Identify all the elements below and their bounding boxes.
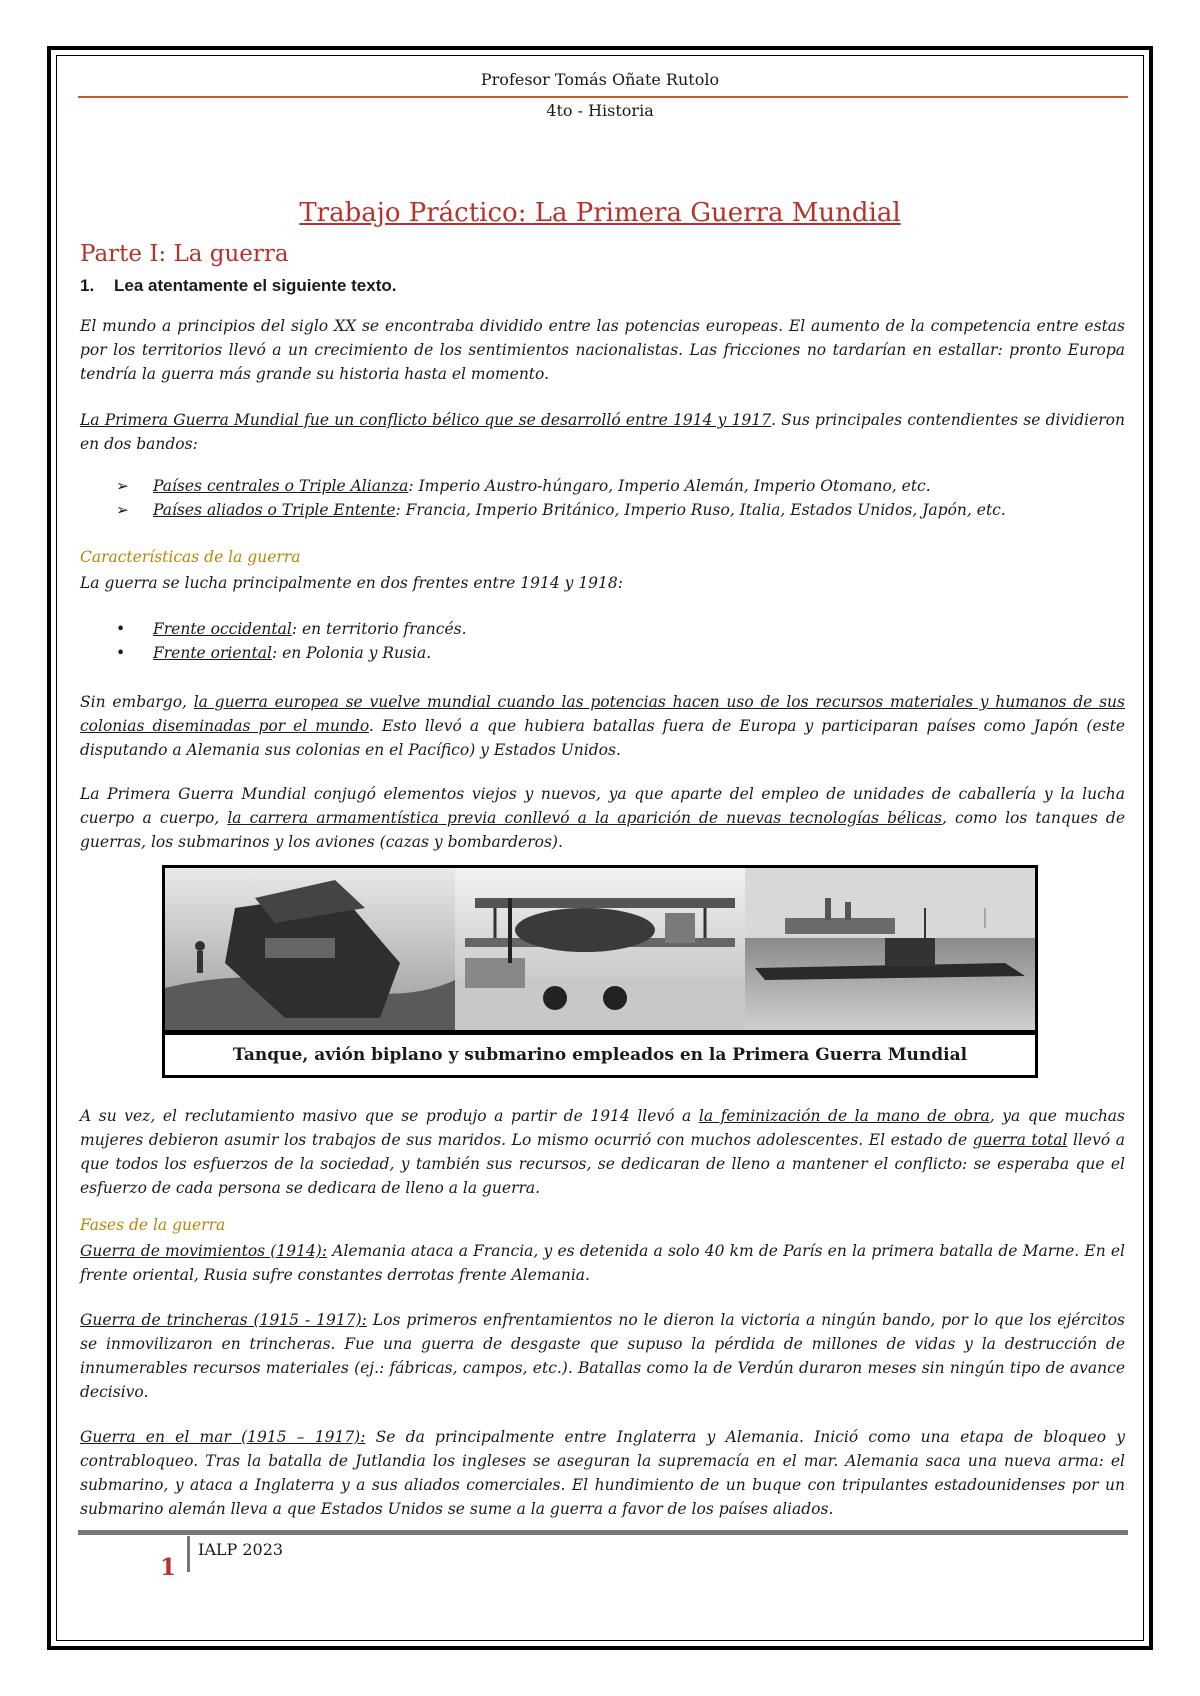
paragraph-text: Sin embargo, [80,693,194,711]
submarine-photo [745,868,1035,1030]
front-label: Frente occidental [153,620,292,638]
phase-trenches [80,1308,1125,1404]
tank-photo [165,868,455,1030]
header-rule [78,96,1128,98]
footer-text: IALP 2023 [198,1540,284,1559]
section-heading-characteristics: Características de la guerra [80,548,301,566]
figure-caption: Tanque, avión biplano y submarino empleados en la Primera Guerra Mundial [162,1032,1038,1078]
header-teacher: Profesor Tomás Oñate Rutolo [480,70,720,89]
paragraph-intro: El mundo a principios del siglo XX se encontraba dividido entre las potencias europeas. El aumento de la competencia entre estas por los territorios llevó a un crecimiento de los sentimientos nacionalistas. Las fricciones no tardarían en estallar: pronto Europa tendría la guerra más grande su historia hasta el momento. [80,317,1125,383]
paragraph-world-war [80,690,1125,762]
band-text: : Francia, Imperio Británico, Imperio Ruso, Italia, Estados Unidos, Japón, etc. [395,501,1006,519]
characteristics-intro: La guerra se lucha principalmente en dos frentes entre 1914 y 1918: [80,574,623,592]
footer-rule [78,1530,1128,1535]
phase-text: Los primeros enfrentamientos no le dieron la victoria a ningún bando, por lo que los ejércitos se inmovilizaron en trincheras. Fue una guerra de desgaste que supuso la pérdida de millones de vidas y la destrucción de innumerables recursos materiales (ej.: fábricas, campos, etc.). Batallas como la de Verdún duraron meses sin ningún tipo de avance decisivo. [80,1311,1125,1401]
arrow-bullet-icon: ➢ [116,501,129,519]
front-text: : en territorio francés. [291,620,467,638]
biplane-photo [455,868,745,1030]
underlined-text: la carrera armamentística previa conllevó a la aparición de nuevas tecnologías bélicas [227,809,942,827]
war-technology-photos [162,865,1038,1033]
band-text: : Imperio Austro-húngaro, Imperio Alemán, Imperio Otomano, etc. [408,477,931,495]
phase-label: Guerra de trincheras (1915 - 1917): [80,1311,367,1329]
instruction [80,276,396,296]
phase-text: Alemania ataca a Francia, y es detenida a solo 40 km de París en la primera batalla de Marne. En el frente oriental, Rusia sufre constantes derrotas frente Alemania. [80,1242,1125,1284]
paragraph-total-war [80,1104,1125,1200]
band-label: Países aliados o Triple Entente [153,501,396,519]
paragraph-text: llevó a que todos los esfuerzos de la sociedad, y también sus recursos, se dedicaran de lleno a mantener el conflicto: se esperaba que el esfuerzo de cada persona se dedicara de lleno a la guerra. [80,1131,1125,1197]
paragraph-text: La Primera Guerra Mundial conjugó elementos viejos y nuevos, ya que aparte del empleo de unidades de caballería y la lucha cuerpo a cuerpo, [80,785,1125,827]
paragraph-text: . Esto llevó a que hubiera batallas fuera de Europa y participaran países como Japón (este disputando a Alemania sus colonias en el Pacífico) y Estados Unidos. [80,717,1125,759]
part-heading: Parte I: La guerra [80,241,289,267]
underlined-text: guerra total [972,1131,1068,1149]
paragraph-technology [80,782,1125,854]
paragraph-text: , como los tanques de guerras, los submarinos y los aviones (cazas y bombarderos). [80,809,1126,851]
instruction-number: 1. [80,276,95,295]
document-title: Trabajo Práctico: La Primera Guerra Mundial [299,198,901,228]
bullet-icon: • [116,620,126,638]
paragraph-war-definition [80,408,1125,456]
phase-label: Guerra en el mar (1915 – 1917): [80,1428,366,1446]
band-label: Países centrales o Triple Alianza [153,477,409,495]
phase-sea [80,1425,1125,1521]
underlined-text: la guerra europea se vuelve mundial cuando las potencias hacen uso de los recursos materiales y humanos de sus colonias diseminadas por el mundo [80,693,1125,735]
page-number: 1 [160,1554,177,1581]
paragraph-text: A su vez, el reclutamiento masivo que se produjo a partir de 1914 llevó a [80,1107,699,1125]
front-text: : en Polonia y Rusia. [271,644,432,662]
underlined-text: la feminización de la mano de obra [698,1107,990,1125]
instruction-text: Lea atentamente el siguiente texto. [114,276,397,295]
footer-divider [187,1536,190,1572]
arrow-bullet-icon: ➢ [116,477,129,495]
phase-movement [80,1239,1125,1287]
paragraph-text: . Sus principales contendientes se dividieron en dos bandos: [80,411,1126,453]
header-course: 4to - Historia [546,101,654,120]
underlined-definition: La Primera Guerra Mundial fue un conflicto bélico que se desarrolló entre 1914 y 1917 [80,411,772,429]
bullet-icon: • [116,644,126,662]
phase-label: Guerra de movimientos (1914): [80,1242,328,1260]
front-label: Frente oriental [153,644,272,662]
paragraph-text: , ya que muchas mujeres debieron asumir los trabajos de sus maridos. Lo mismo ocurrió con muchos adolescentes. El estado de [80,1107,1126,1149]
section-heading-phases: Fases de la guerra [80,1216,226,1234]
phase-text: Se da principalmente entre Inglaterra y Alemania. Inició como una etapa de bloqueo y contrabloqueo. Tras la batalla de Jutlandia los ingleses se aseguran la supremacía en el mar. Alemania saca una nueva arma: el submarino, y ataca a Inglaterra y a sus aliados comerciales. El hundimiento de un buque con tripulantes estadounidenses por un submarino alemán lleva a que Estados Unidos se sume a la guerra a favor de los países aliados. [80,1428,1125,1518]
